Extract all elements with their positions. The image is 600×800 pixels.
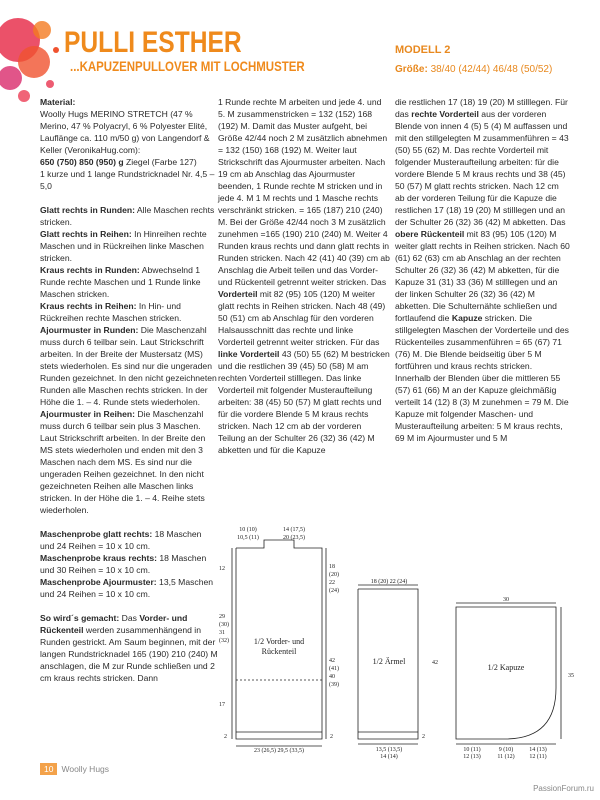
- instructions-text: 1 Runde rechte M arbeiten und jede 4. und 5. M zusammenstricken = 132 (152) 168 (192) M. Damit das Muster aufgeht, bei Größe 42/44 noch 2 M zusätzlich abnehmen = 132 (150) 168 (192) M. Weiter laut Strickschrift das Ajourmuster arbeiten. Nach 19 cm ab Anschlag das Ajourmuster beenden, 1 Runde rechte M stricken und in jede 4. M 1 M rechts und 1 Masche rechts verschränkt stricken. = 165 (187) 210 (240) M. Bei der Größe 42/44 noch 3 M zusätzlich zunehmen =165 (190) 210 (240) M. Weiter 4 Runden kraus rechts und dann glatt rechts in Runden stricken. Nach 42 (41) 40 (39) cm ab Anschlag die Arbeit teilen und das Vorder- und Rückenteil getrennt weiter stricken. Das: [218, 97, 390, 287]
- instructions-bold: Vorder- und Rückenteil: [40, 613, 188, 635]
- stitch-heading: Glatt rechts in Runden:: [40, 205, 136, 215]
- stitch-heading: Kraus rechts in Reihen:: [40, 301, 137, 311]
- stitch-heading: Ajourmuster in Runden:: [40, 325, 139, 335]
- material-text: Woolly Hugs MERINO STRETCH (47 % Merino, 47 % Polyacryl, 6 % Polyester Elité, Lauflänge ca. 110 m/50 g) von Langendorf & Keller (VeronikaHug.com):: [40, 109, 210, 155]
- page-number: 10: [40, 763, 57, 775]
- dim-label: 42: [329, 658, 335, 664]
- instructions-text: die restlichen 17 (18) 19 (20) M stilllegen. Für das: [395, 97, 568, 119]
- dim-label: (24): [329, 588, 339, 594]
- gauge-heading: Maschenprobe glatt rechts:: [40, 529, 153, 539]
- instructions-text: aus der vorderen Blende von innen 4 (5) 5 (4) M auffassen und mit den stillgelegten M zusammenführen = 43 (50) 55 (62) M. Das rechte Vorderteil mit folgender Musteraufteilung arbeiten: für die vordere Blende 5 M kraus rechts und 38 (45) 50 (57) M glatt rechts stricken. Nach 12 cm ab der vorderen Teilung für die Kapuze die restlichen 17 (18) 19 (20) M stilllegen und an der Schulter 26 (32) 36 (42) M abketten. Das: [395, 109, 569, 227]
- dim-label: (30): [219, 622, 229, 628]
- stitch-text: In Hinreihen rechte Maschen und in Rückreihen linke Maschen stricken.: [40, 229, 207, 263]
- instructions-text: Das: [119, 613, 140, 623]
- dim-label: 2: [422, 734, 425, 740]
- dim-label: (32): [219, 638, 229, 644]
- dim-label: 35: [568, 673, 574, 679]
- gauge-heading: Maschenprobe kraus rechts:: [40, 553, 158, 563]
- stitch-heading: Kraus rechts in Runden:: [40, 265, 140, 275]
- stitch-heading: Ajourmuster in Reihen:: [40, 409, 136, 419]
- hood-schematic: [456, 603, 561, 744]
- page-title: PULLI ESTHER: [64, 26, 242, 59]
- dim-label: 2: [330, 734, 333, 740]
- instructions-text: werden zusammenhängend in Runden gestrickt. Am Saum beginnen, mit der langen Rundstricknadel 165 (190) 210 (240) M anschlagen, die M zur Runde schließen und 2 cm kraus rechts stricken. Dann: [40, 625, 218, 683]
- hood-label: 1/2 Kapuze: [487, 663, 525, 672]
- dim-label: 23 (26,5) 29,5 (33,5): [254, 748, 304, 754]
- dim-label: (20): [329, 572, 339, 578]
- sleeve-label: 1/2 Ärmel: [372, 657, 406, 666]
- dim-label: 18: [329, 564, 335, 570]
- gauge-heading: Maschenprobe Ajourmuster:: [40, 577, 157, 587]
- body-label: Rückenteil: [261, 647, 297, 656]
- instructions-text: 43 (50) 55 (62) M bestricken und die restlichen 39 (45) 50 (58) M am rechten Vorderteil stilllegen. Das linke Vorderteil mit folgender Musteraufteilung arbeiten: 38 (45) 50 (57) M glatt rechts und für die vordere Blende 5 M kraus rechts stricken. Nach 12 cm ab der vorderen Teilung an der Schulter 26 (32) 36 (42) M abketten und für die Kapuze: [218, 349, 390, 455]
- dim-label: 14 (17,5): [283, 527, 305, 533]
- page-footer: [40, 763, 109, 775]
- stitch-text: Abwechselnd 1 Runde rechte Maschen und 1 Runde linke Maschen stricken.: [40, 265, 201, 299]
- footer-label: Woolly Hugs: [61, 764, 110, 774]
- dim-label: 20 (23,5): [283, 535, 305, 541]
- instructions-bold: rechte Vorderteil: [411, 109, 479, 119]
- material-color: Ziegel (Farbe 127): [123, 157, 197, 167]
- gauge-text: 18 Maschen und 30 Reihen = 10 x 10 cm.: [40, 553, 207, 575]
- dim-label: 30: [503, 597, 509, 603]
- dim-label: 40: [329, 674, 335, 680]
- dim-label: (39): [329, 682, 339, 688]
- stitch-heading: Glatt rechts in Reihen:: [40, 229, 132, 239]
- dim-label: 14 (14): [380, 754, 398, 760]
- dim-label: 31: [219, 630, 225, 636]
- dim-label: 18 (20) 22 (24): [370, 579, 408, 585]
- stitch-text: Die Maschenzahl muss durch 6 teilbar sein. Laut Strickschrift arbeiten. In der Breite der Mustersatz (MS) stets wiederholen. Es sind nur die ungeraden Runden gezeichnet. In den nicht gezeichneten Runden alle Maschen rechts stricken. In der Höhe die 1. – 4. Runde stets wiederholen.: [40, 325, 217, 407]
- dim-label: 12 (13): [463, 754, 481, 760]
- dim-label: 10 (11): [463, 747, 481, 753]
- size-values: 38/40 (42/44) 46/48 (50/52): [430, 64, 553, 75]
- instructions-bold: linke Vorderteil: [218, 349, 280, 359]
- material-heading: Material:: [40, 97, 76, 107]
- gauge-text: 13,5 Maschen und 24 Reihen = 10 x 10 cm.: [40, 577, 214, 599]
- stitch-text: Alle Maschen rechts stricken.: [40, 205, 215, 227]
- dim-label: 17: [219, 702, 225, 708]
- dim-label: 14 (13): [529, 747, 547, 753]
- dim-label: 2: [224, 734, 227, 740]
- model-number: MODELL 2: [395, 44, 451, 56]
- dim-label: 10,5 (11): [237, 535, 259, 541]
- body-label: 1/2 Vorder- und: [253, 637, 305, 646]
- dim-label: 42: [432, 660, 438, 666]
- dim-label: 10 (10): [239, 527, 257, 533]
- stitch-text: Die Maschenzahl muss durch 6 teilbar sein plus 3 Maschen. Laut Strickschrift arbeiten. In der Breite den MS stets wiederholen und enden mit den 3 Maschen nach dem MS. Es sind nur die ungeraden Reihen gezeichnet. In den nicht gezeichneten Reihen alle Maschen links stricken. In der Höhe die 1. – 4. Reihe stets wiederholen.: [40, 409, 206, 515]
- instructions-heading: So wird´s gemacht:: [40, 613, 120, 623]
- dim-label: 12 (11): [529, 754, 547, 760]
- needles-text: 1 kurze und 1 lange Rundstricknadel Nr. 4,5 – 5,0: [40, 169, 215, 191]
- instructions-text: mit 83 (95) 105 (120) M weiter glatt rechts in Reihen stricken. Nach 60 (61) 62 (63) cm ab Anschlag an der rechten Schulter 26 (32) 36 (42) M abketten, für die Kapuze 31 (31) 33 (36) M stilllegen und an der linken Schulter 26 (32) 36 (42) M abketten. Die Schulternähte schließen und fortlaufend die: [395, 229, 570, 323]
- instructions-text: stricken. Die stillgelegten Maschen der Vorderteile und des Rückenteiles zusammenführen = 65 (67) 71 (76) M. Die Blende beidseitig über 5 M fortführen und kraus rechts stricken. Innerhalb der Blenden über die mittleren 55 (57) 61 (66) M an der Kapuze gleichmäßig verteilt 14 (12) 8 (3) M zunehmen = 79 M. Die Kapuze mit folgender Maschen- und Musteraufteilung arbeiten: 5 M kraus rechts, 69 M im Ajourmuster und 5 M: [395, 313, 569, 443]
- watermark: PassionForum.ru: [533, 784, 594, 793]
- dim-label: 22: [329, 580, 335, 586]
- size-label: Größe:: [395, 64, 428, 75]
- stitch-text: In Hin- und Rückreihen rechte Maschen stricken.: [40, 301, 182, 323]
- instructions-text: mit 82 (95) 105 (120) M weiter glatt rechts in Reihen stricken. Nach 48 (49) 50 (51) cm ab Anschlag für den vorderen Halsausschnitt das rechte und linke Vorderteil getrennt weiter stricken. Für das: [218, 289, 386, 347]
- dim-label: 9 (10): [498, 747, 514, 753]
- instructions-bold: obere Rückenteil: [395, 229, 465, 239]
- gauge-text: 18 Maschen und 24 Reihen = 10 x 10 cm.: [40, 529, 202, 551]
- dim-label: 13,5 (13,5): [375, 747, 403, 753]
- dim-label: 12: [219, 566, 225, 572]
- material-amount: 650 (750) 850 (950) g: [40, 157, 124, 167]
- dim-label: (41): [329, 666, 339, 672]
- instructions-bold: Kapuze: [451, 313, 483, 323]
- dim-label: 29: [219, 614, 225, 620]
- dim-label: 11 (12): [497, 754, 515, 760]
- instructions-bold: Vorderteil: [218, 289, 258, 299]
- page-subtitle: ...KAPUZENPULLOVER MIT LOCHMUSTER: [70, 58, 305, 74]
